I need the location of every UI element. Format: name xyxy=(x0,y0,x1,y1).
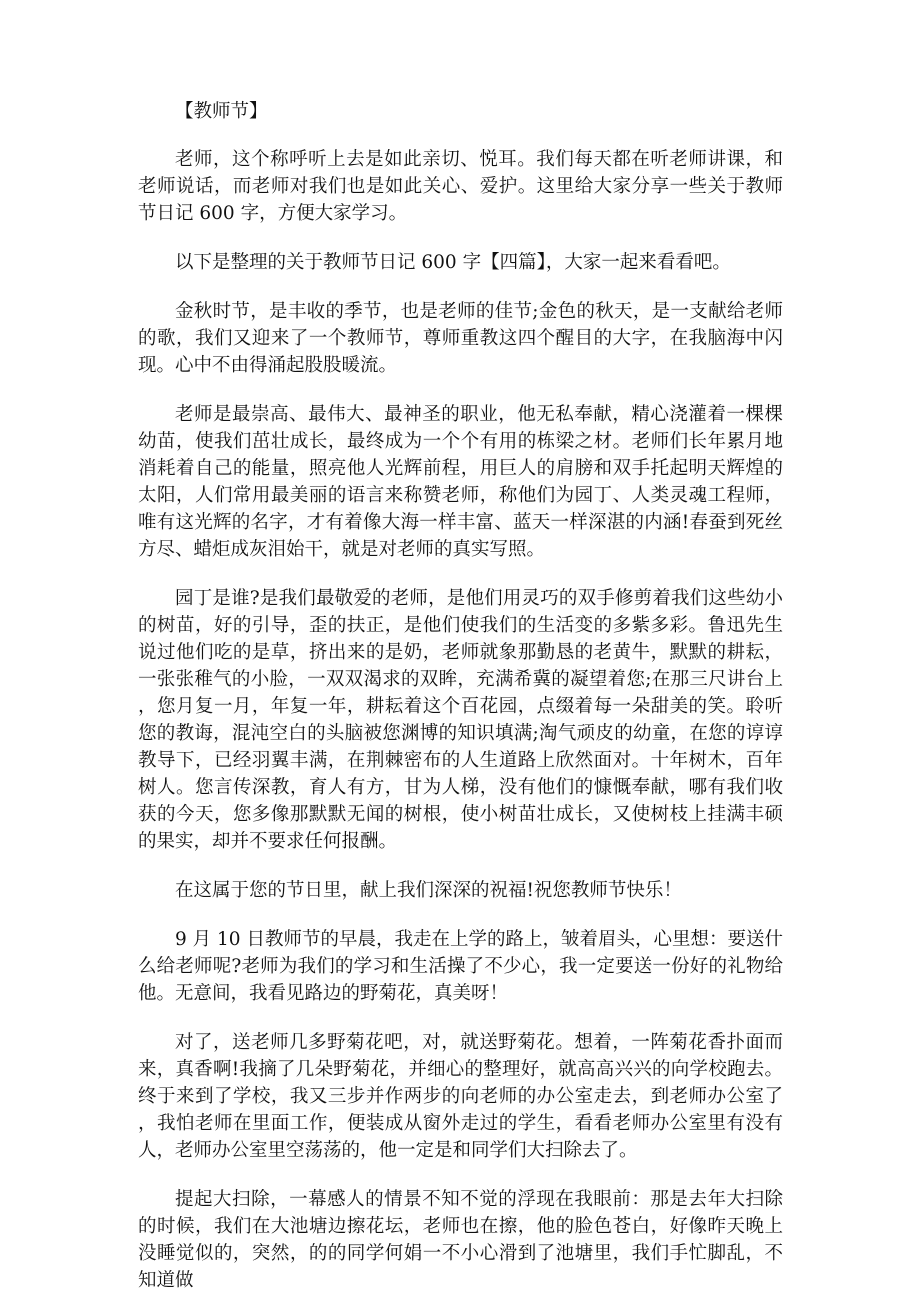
document-heading: 【教师节】 xyxy=(175,101,268,122)
paragraph-gardener: 园丁是谁?是我们最敬爱的老师，是他们用灵巧的双手修剪着我们这些幼小的树苗，好的引导，歪的扶正，是他们使我们的生活变的多紫多彩。鲁迅先生说过他们吃的是草，挤出来的是奶，老师就象那勤恳的老黄牛，默默的耕耘，一张张稚气的小脸，一双双渴求的双眸，充满希冀的凝望着您;在那三尺讲台上，您月复一月，年复一年，耕耘着这个百花园，点缀着每一朵甜美的笑。聆听您的教诲，混沌空白的头脑被您渊博的知识填满;淘气顽皮的幼童，在您的谆谆教导下，已经羽翼丰满，在荆棘密布的人生道路上欣然面对。十年树木，百年树人。您言传深教，育人有方，甘为人梯，没有他们的慷慨奉献，哪有我们收获的今天，您多像那默默无闻的树根，使小树苗壮成长，又使树枝上挂满丰硕的果实，却并不要求任何报酬。 xyxy=(138,588,783,852)
paragraph-blessing: 在这属于您的节日里，献上我们深深的祝福!祝您教师节快乐！ xyxy=(175,880,682,901)
paragraph-wild-chrysanthemum: 对了，送老师几多野菊花吧，对，就送野菊花。想着，一阵菊花香扑面而来，真香啊!我摘了几朵野菊花，并细心的整理好，就高高兴兴的向学校跑去。终于来到了学校，我又三步并作两步的向老师的办公室走去，到老师办公室了，我怕老师在里面工作，便装成从窗外走过的学生，看看老师办公室里有没有人，老师办公室里空荡荡的，他一定是和同学们大扫除去了。 xyxy=(138,1032,783,1161)
paragraph-noble-profession: 老师是最崇高、最伟大、最神圣的职业，他无私奉献，精心浇灌着一棵棵幼苗，使我们茁壮成长，最终成为一个个有用的栋梁之材。老师们长年累月地消耗着自己的能量，照亮他人光辉前程，用巨人的肩膀和双手托起明天辉煌的太阳，人们常用最美丽的语言来称赞老师，称他们为园丁、人类灵魂工程师，唯有这光辉的名字，才有着像大海一样丰富、蓝天一样深湛的内涵!春蚕到死丝方尽、蜡炬成灰泪始干，就是对老师的真实写照。 xyxy=(138,404,783,560)
paragraph-cleaning-memory: 提起大扫除，一幕感人的情景不知不觉的浮现在我眼前：那是去年大扫除的时候，我们在大池塘边擦花坛，老师也在擦，他的脸色苍白，好像昨天晚上没睡觉似的，突然，的的同学何娟一不小心滑到了池塘里，我们手忙脚乱，不知道做 xyxy=(138,1189,783,1291)
paragraph-intro: 老师，这个称呼听上去是如此亲切、悦耳。我们每天都在听老师讲课，和老师说话，而老师对我们也是如此关心、爱护。这里给大家分享一些关于教师节日记 600 字，方便大家学习。 xyxy=(138,149,783,224)
paragraph-overview: 以下是整理的关于教师节日记 600 字【四篇】，大家一起来看看吧。 xyxy=(175,252,731,273)
document-body xyxy=(138,98,783,1294)
paragraph-golden-autumn: 金秋时节，是丰收的季节，也是老师的佳节;金色的秋天，是一支献给老师的歌，我们又迎来了一个教师节，尊师重教这四个醒目的大字，在我脑海中闪现。心中不由得涌起股股暖流。 xyxy=(138,301,783,376)
paragraph-september-10: 9 月 10 日教师节的早晨，我走在上学的路上，皱着眉头，心里想：要送什么给老师呢?老师为我们的学习和生活操了不少心，我一定要送一份好的礼物给他。无意间，我看见路边的野菊花，真美呀！ xyxy=(138,929,783,1004)
